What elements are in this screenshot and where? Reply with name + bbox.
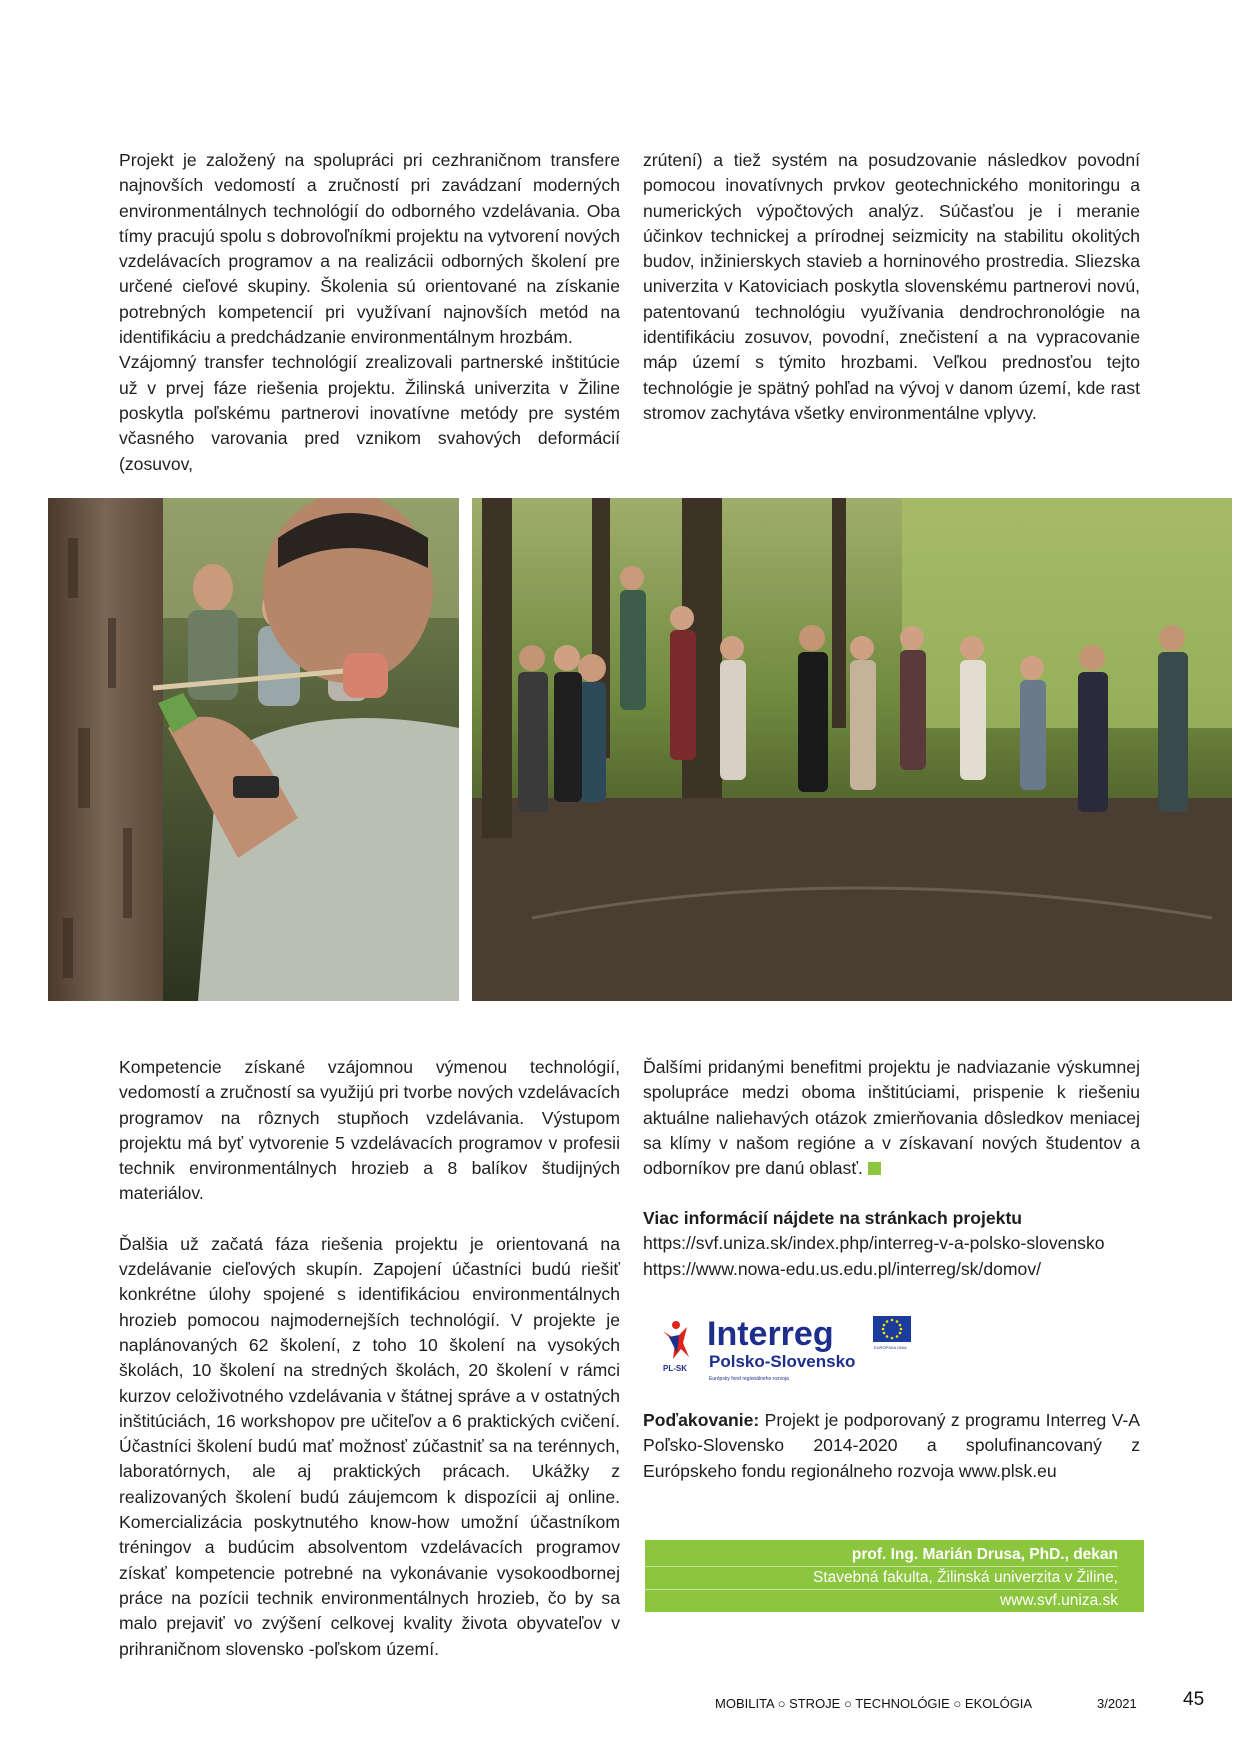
region-label: Polsko-Slovensko [709, 1352, 856, 1371]
footer-rubric: MOBILITA ○ STROJE ○ TECHNOLÓGIE ○ EKOLÓGIA [715, 1696, 1033, 1711]
photo-group-forest [472, 498, 1232, 1001]
acknowledgement-label: Poďakovanie: [643, 1410, 760, 1430]
article-column-bottom-left [119, 1055, 620, 1662]
pl-sk-figure-icon [663, 1321, 689, 1359]
pl-sk-label: PL-SK [663, 1364, 687, 1373]
author-box [645, 1540, 1144, 1612]
acknowledgement-text: Projekt je podporovaný z programu Interreg V-A Poľsko-Slovensko 2014-2020 a spolufinancovaný z Európskeho fondu regionálneho rozvoja www.plsk.eu [643, 1410, 1140, 1481]
author-affiliation: Stavebná fakulta, Žilinská univerzita v Žiline, [645, 1567, 1118, 1590]
interreg-logo [655, 1305, 915, 1385]
footer-issue: 3/2021 [1097, 1696, 1137, 1711]
end-mark-icon [868, 1162, 881, 1175]
photo-tree-coring [48, 498, 459, 1001]
interreg-wordmark: Interreg [707, 1315, 834, 1353]
paragraph: zrútení) a tiež systém na posudzovanie následkov povodní pomocou inovatívnych prvkov geotechnického monitoringu a numerických výpočtových analýz. Súčasťou je i meranie účinkov technickej a prírodnej seizmicity na stabilitu okolitých budov, inžinierskych stavieb a horninového prostredia. Sliezska univerzita v Katoviciach poskytla slovenskému partnerovi novú, patentovanú technológiu využívania dendrochronológie na identifikáciu zosuvov, povodní, znečistení a na vypracovanie máp území s týmito hrozbami. Veľkou prednosťou tejto technológie je spätný pohľad na vývoj v danom území, kde rast stromov zachytáva všetky environmentálne vplyvy. [643, 150, 1140, 423]
article-column-top-left [119, 148, 620, 477]
article-column-bottom-right [643, 1055, 1140, 1181]
paragraph: Projekt je založený na spolupráci pri cezhraničnom transfere najnovších vedomostí a zručností pri zavádzaní moderných environmentálnych technológií do odborného vzdelávania. Oba tímy pracujú spolu s dobrovoľníkmi projektu na vytvorení nových vzdelávacích programov a na realizácii odborných školení pre určené cieľové skupiny. Školenia sú orientované na získanie potrebných kompetencií pri využívaní najnovších metód na identifikáciu a predchádzanie environmentálnym hrozbám. [119, 150, 620, 348]
paragraph-text: Ďalšími pridanými benefitmi projektu je nadviazanie výskumnej spolupráce medzi oboma inštitúciami, prispenie k riešeniu aktuálne naliehavých otázok zmierňovania dôsledkov meniacej sa klímy v našom regióne a v získavaní nových študentov a odborníkov pre danú oblasť. [643, 1057, 1140, 1179]
paragraph: Ďalšia už začatá fáza riešenia projektu je orientovaná na vzdelávanie cieľových skupín. Zapojení účastníci budú riešiť konkrétne úlohy spojené s identifikáciou environmentálnych hrozieb pomocou najmodernejších technológií. V projekte je naplánovaných 62 školení, z toho 10 školení na vysokých školách, 10 školení na stredných školách, 20 školení v rámci kurzov celoživotného vzdelávania v štátnej správe a v ostatných inštitúciách, 16 workshopov pre učiteľov a 6 praktických cvičení. Účastníci školení budú mať možnosť zúčastniť sa na terénnych, laboratórnych, ale aj praktických prácach. Ukážky z realizovaných školení budú záujemcom k dispozícii aj online. Komercializácia poskytnutého know-how umožní účastníkom tréningov a budúcim absolventom vzdelávacích programov získať kompetencie potrebné na vykonávanie vysokoodbornej práce na pozícii technik environmentálnych hrozieb, čo by sa malo prejaviť vo zvýšení celkovej kvality života obyvateľov v prihraničnom slovensko -poľskom území. [119, 1233, 620, 1659]
paragraph: Vzájomný transfer technológií zrealizovali partnerské inštitúcie už v prvej fáze riešenia projektu. Žilinská univerzita v Žiline poskytla poľskému partnerovi inovatívne metódy pre systém včasného varovania pred vznikom svahových deformácií (zosuvov, [119, 352, 620, 474]
author-name: prof. Ing. Marián Drusa, PhD., dekan [645, 1544, 1118, 1567]
eu-flag-icon [873, 1316, 911, 1342]
link-nowa-edu[interactable]: https://www.nowa-edu.us.edu.pl/interreg/sk/domov/ [643, 1258, 1042, 1279]
author-web[interactable]: www.svf.uniza.sk [999, 1592, 1118, 1609]
paragraph: Kompetencie získané vzájomnou výmenou technológií, vedomostí a zručností sa využijú pri tvorbe nových vzdelávacích programov na rôznych stupňoch vzdelávania. Výstupom projektu má byť vytvorenie 5 vzdelávacích programov v profesii technik environmentálnych hrozieb a 8 balíkov študijných materiálov. [119, 1057, 620, 1204]
links-heading: Viac informácií nájdete na stránkach projektu [643, 1208, 1023, 1228]
acknowledgement [643, 1408, 1140, 1484]
article-column-top-right [643, 148, 1140, 426]
link-uniza[interactable]: https://svf.uniza.sk/index.php/interreg-v-a-polsko-slovensko [643, 1233, 1105, 1254]
paragraph [643, 1055, 1140, 1181]
fund-label: Európsky fond regionálneho rozvoja [709, 1376, 789, 1382]
page-number: 45 [1183, 1689, 1205, 1710]
project-links [643, 1206, 1140, 1282]
eu-label: EURÓPSKA ÚNIA [874, 1345, 907, 1350]
